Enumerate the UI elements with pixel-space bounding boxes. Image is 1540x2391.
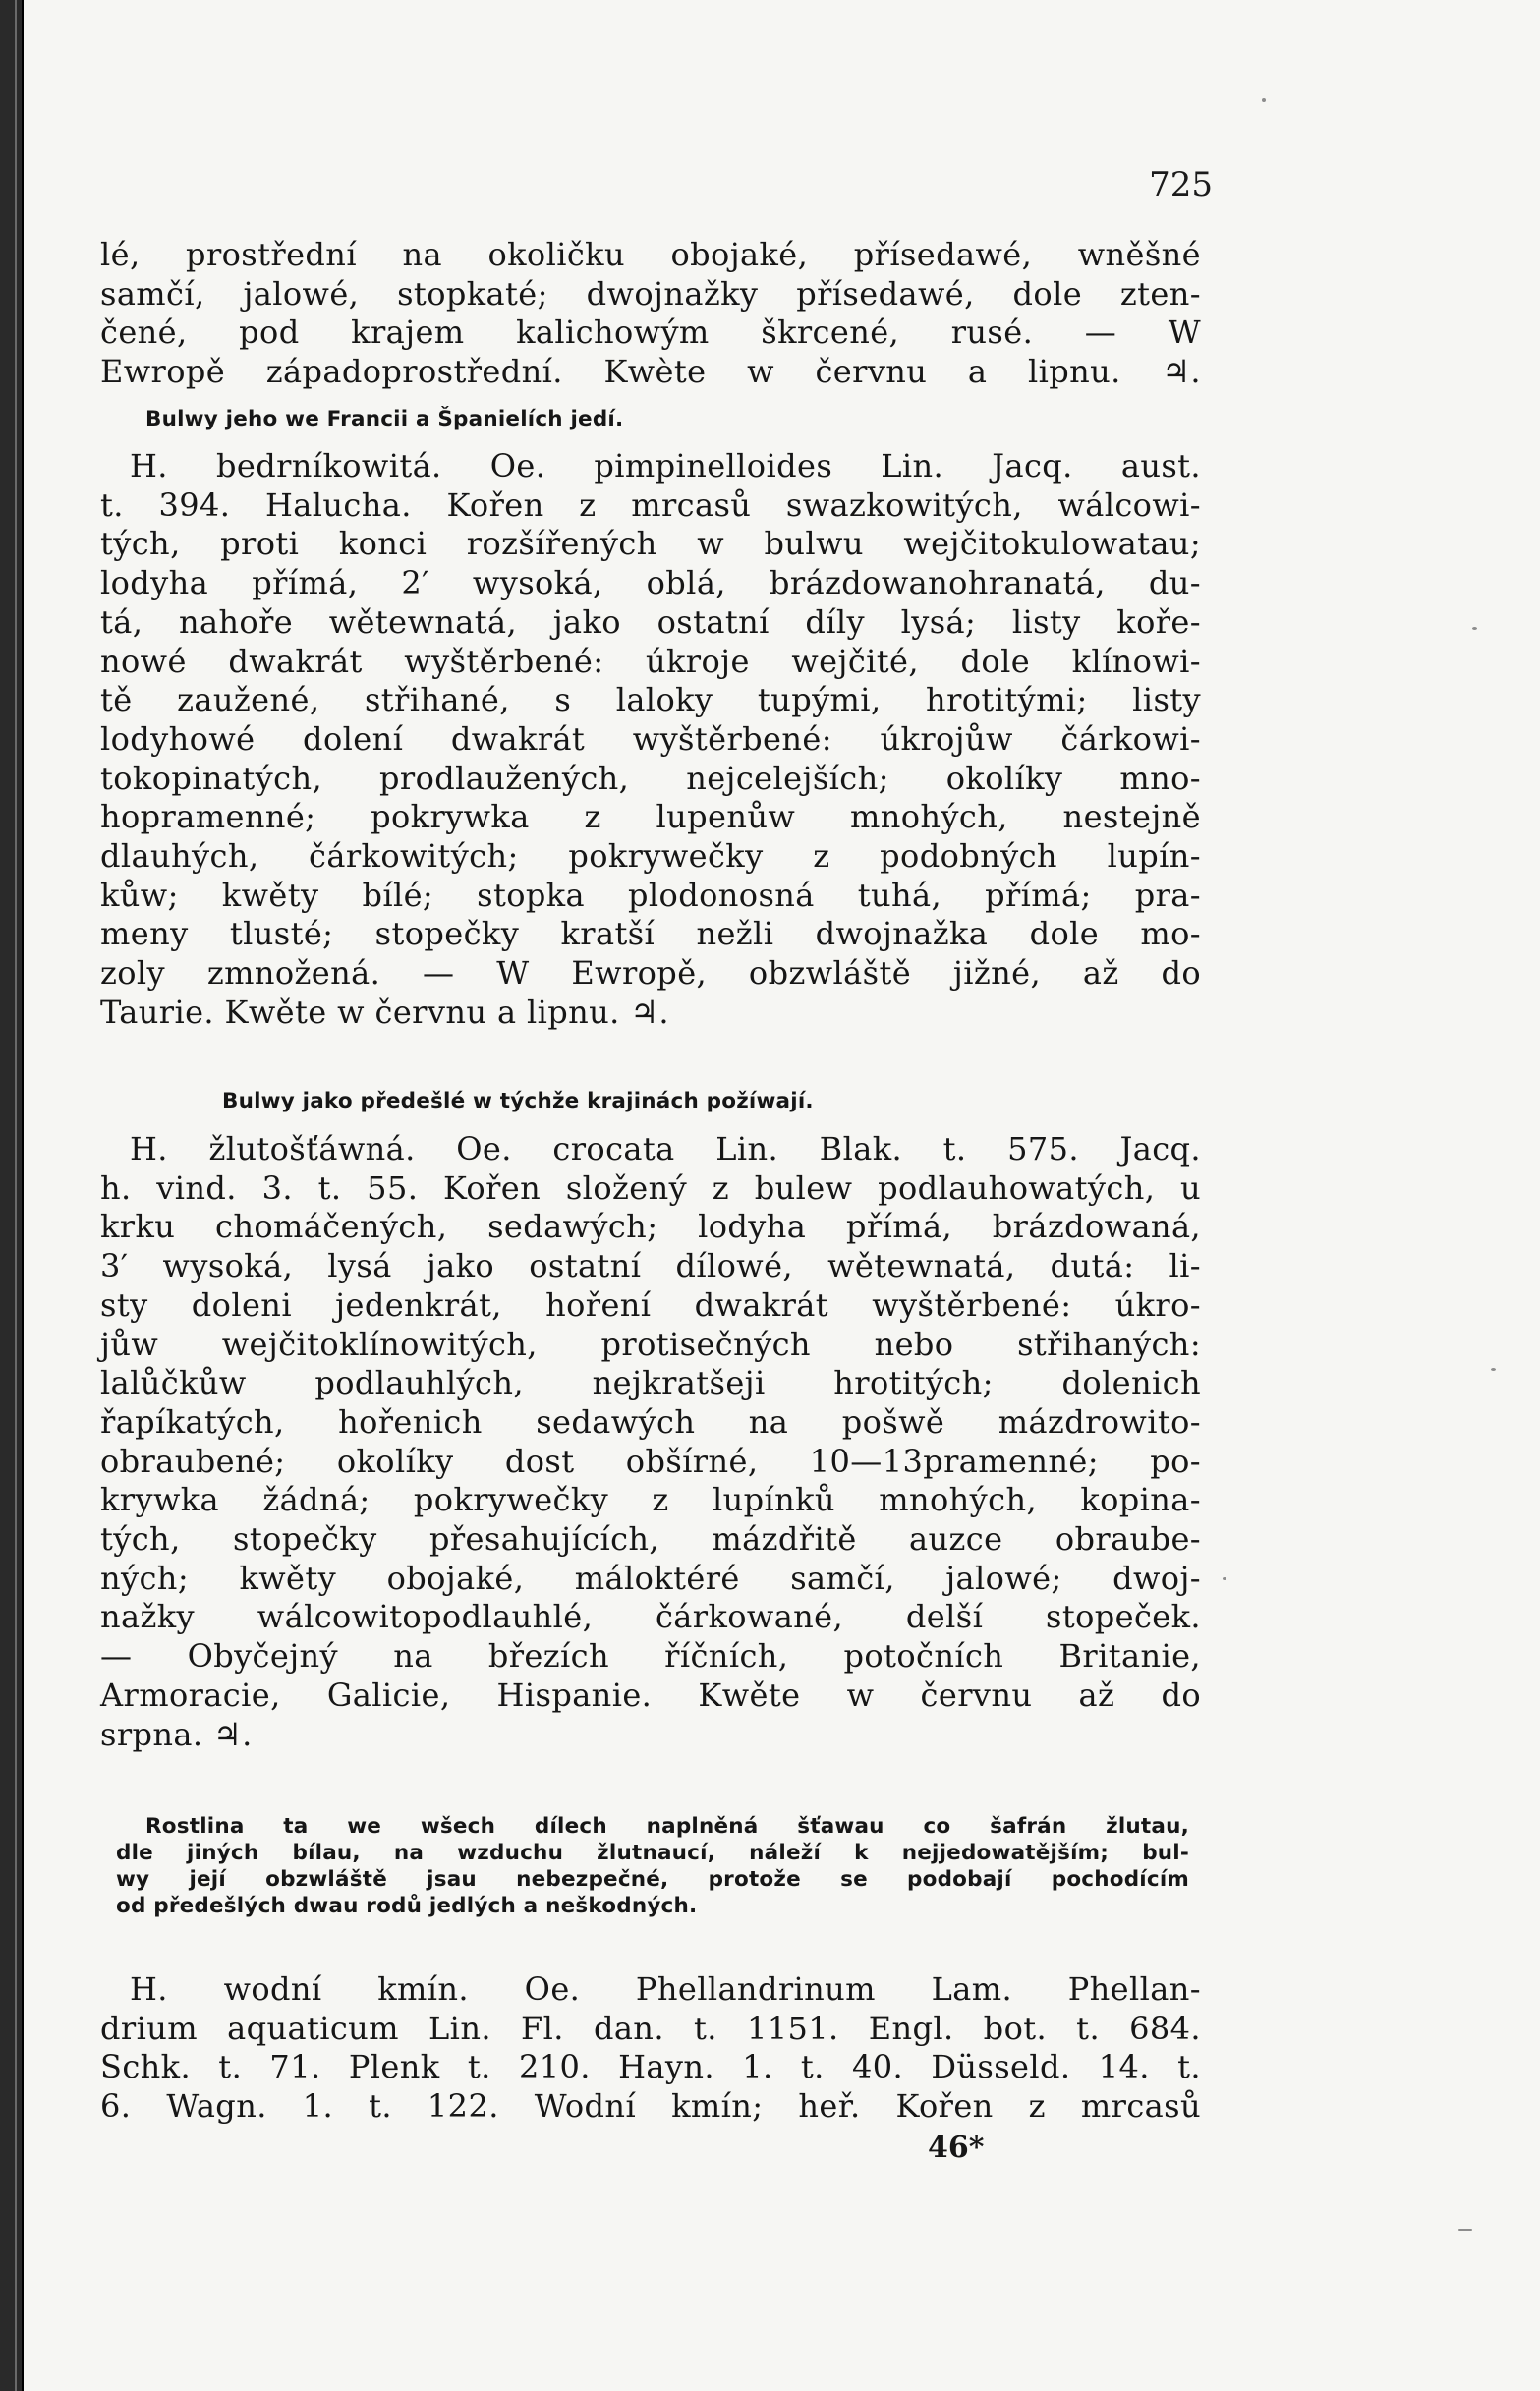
text-line: krywka žádná; pokrywečky z lupínků mnohých, kopina- [100,1481,1201,1519]
text-line: 6. Wagn. 1. t. 122. Wodní kmín; heř. Kořen z mrcasů [100,2087,1201,2126]
paper-speck [1472,627,1477,630]
text-line: tá, nahoře wětewnatá, jako ostatní díly lysá; listy koře- [100,602,1201,641]
text-line: jůw wejčitoklínowitých, protisečných nebo střihaných: [100,1325,1201,1363]
text-line: tých, proti konci rozšířených w bulwu wejčitokulowatau; [100,525,1201,563]
paper-speck [1262,98,1266,102]
species-bedrnikowita [100,447,1201,1033]
text-line: krku chomáčených, sedawých; lodyha přímá, brázdowaná, [100,1208,1201,1246]
text-line: nowé dwakrát wyštěrbené: úkroje wejčité, dole klínowi- [100,642,1201,680]
text-line: dlauhých, čárkowitých; pokrywečky z podobných lupín- [100,837,1201,876]
text-line: hopramenné; pokrywka z lupenůw mnohých, nestejně [100,798,1201,836]
book-edge-line [15,0,17,2391]
text-line: Armoracie, Galicie, Hispanie. Kwěte w červnu až do [100,1676,1201,1714]
note-line: Bulwy jeho we Francii a Španielích jedí. [145,407,624,431]
text-line: 3′ wysoká, lysá jako ostatní dílowé, wětewnatá, dutá: li- [100,1247,1201,1285]
note-line: dle jiných bílau, na wzduchu žlutnaucí, náleží k nejjedowatějším; bul- [116,1841,1189,1865]
note-line: Bulwy jako předešlé w týchže krajinách požíwají. [222,1089,814,1113]
text-line: řapíkatých, hořenich sedawých na pošwě mázdrowito- [100,1402,1201,1441]
text-line: lodyhowé dolení dwakrát wyštěrbené: úkrojůw čárkowi- [100,719,1201,758]
text-line: meny tlusté; stopečky kratší nežli dwojnažka dole mo- [100,915,1201,953]
page-number: 725 [1149,165,1213,204]
species-heading-line: H. bedrníkowitá. Oe. pimpinelloides Lin. Jacq. aust. [130,447,1201,484]
note-line: Rostlina ta we wšech dílech naplněná šťawau co šafrán žlutau, [145,1814,1189,1839]
species-wodni-kmin [100,1970,1201,2127]
text-line: ných; kwěty obojaké, máloktéré samčí, jalowé; dwoj- [100,1559,1201,1597]
text-line: h. vind. 3. t. 55. Kořen složený z bulew podlauhowatých, u [100,1168,1201,1207]
text-line: srpna. ♃. [100,1715,253,1753]
text-line: sty doleni jedenkrát, hoření dwakrát wyštěrbené: úkro- [100,1285,1201,1324]
text-column [100,236,1201,392]
text-line: drium aquaticum Lin. Fl. dan. t. 1151. Engl. bot. t. 684. [100,2009,1201,2047]
text-line: lé, prostřední na okoličku obojaké, přísedawé, wněšné [100,236,1201,273]
text-line: obraubené; okolíky dost obšírné, 10—13pramenné; po- [100,1442,1201,1480]
text-line: tokopinatých, prodlaužených, nejcelejších; okolíky mno- [100,759,1201,797]
species-heading-line: H. žlutošťáwná. Oe. crocata Lin. Blak. t. 575. Jacq. [130,1130,1201,1167]
text-line: lalůčkůw podlauhlých, nejkratšeji hrotitých; dolenich [100,1364,1201,1402]
text-line: zoly zmnožená. — W Ewropě, obzwláště jižné, až do [100,954,1201,993]
text-line: t. 394. Halucha. Kořen z mrcasů swazkowitých, wálcowi- [100,485,1201,524]
text-line: lodyha přímá, 2′ wysoká, oblá, brázdowanohranatá, du- [100,564,1201,602]
note-line: od předešlých dwau rodů jedlých a neškodných. [116,1894,698,1918]
species-zlutostawna [100,1130,1201,1754]
text-line: nažky wálcowitopodlauhlé, čárkowané, delší stopeček. [100,1598,1201,1636]
paper-speck [1223,1577,1226,1580]
paper-speck [1458,2229,1472,2231]
paper-speck [1491,1368,1496,1371]
text-line: — Obyčejný na březích říčních, potočních Britanie, [100,1637,1201,1676]
book-edge [0,0,22,2391]
footnote-2 [222,1088,1107,1114]
text-line: Ewropě západoprostřední. Kwète w červnu a lipnu. ♃. [100,353,1201,391]
signature-mark: 46* [928,2131,985,2165]
note-line: wy její obzwláště jsau nebezpečné, protože se podobají pochodícím [116,1867,1189,1892]
text-line: samčí, jalowé, stopkaté; dwojnažky přísedawé, dole zten- [100,274,1201,313]
footnote-1 [145,406,1030,432]
species-heading-line: H. wodní kmín. Oe. Phellandrinum Lam. Phellan- [130,1970,1201,2008]
text-line: čené, pod krajem kalichowým škrcené, rusé. — W [100,313,1201,352]
text-line: Schk. t. 71. Plenk t. 210. Hayn. 1. t. 40. Düsseld. 14. t. [100,2048,1201,2086]
text-line: Taurie. Kwěte w červnu a lipnu. ♃. [100,993,669,1031]
text-line: tých, stopečky přesahujících, mázdřitě auzce obraube- [100,1520,1201,1559]
footnote-3 [116,1813,1189,1919]
text-line: kůw; kwěty bílé; stopka plodonosná tuhá, přímá; pra- [100,876,1201,914]
text-line: tě zaužené, střihané, s laloky tupými, hrotitými; listy [100,681,1201,719]
